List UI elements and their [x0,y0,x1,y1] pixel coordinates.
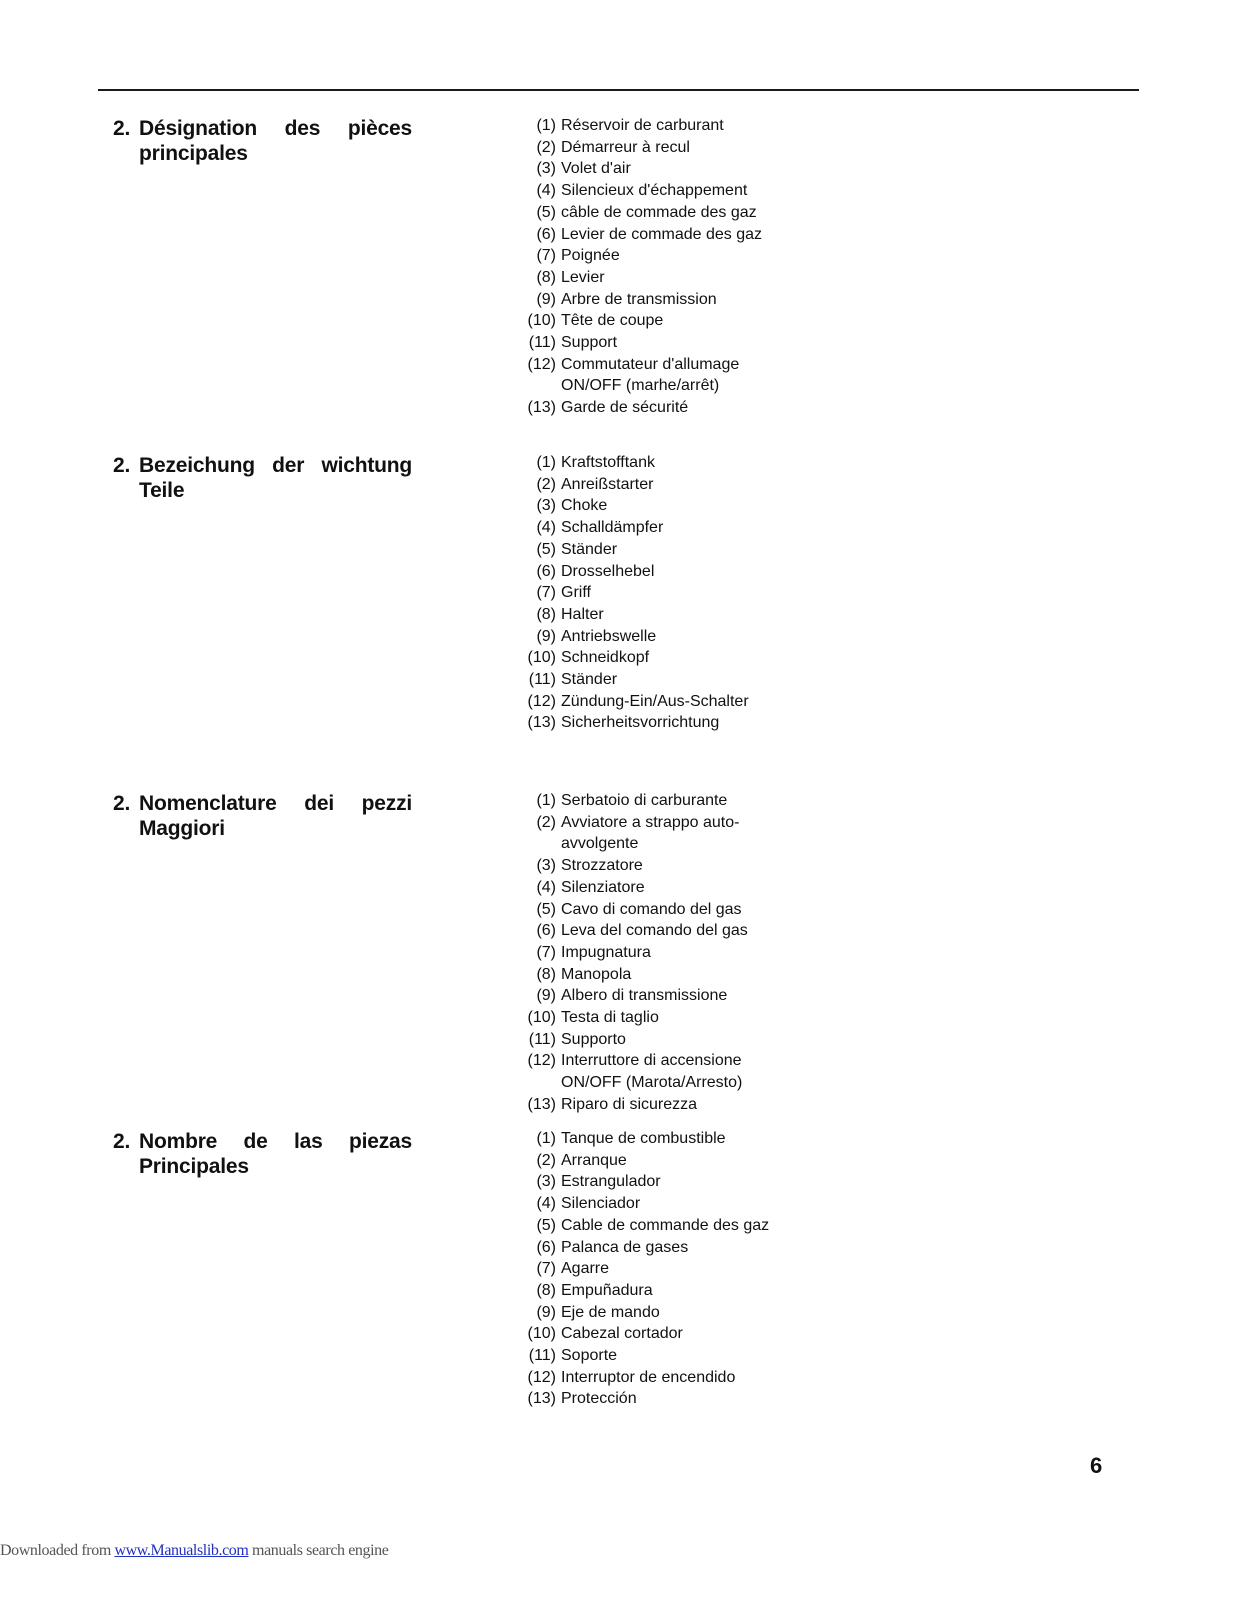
item-index: (5) [536,1216,556,1234]
parts-list [512,790,748,1116]
item-index: (12) [527,355,556,373]
item-text: Drosselhebel [561,562,655,580]
item-index: (4) [536,519,556,537]
item-index: (8) [536,965,556,983]
item-index: (13) [527,1390,556,1408]
list-item [512,647,749,669]
heading-line2: principales [139,142,248,165]
heading-word: Nombre [139,1130,218,1153]
page-number: 6 [1090,1453,1103,1478]
list-item [512,289,762,311]
heading-word: las [294,1130,323,1153]
item-text: Griff [561,584,591,602]
list-item [512,1050,748,1093]
item-text: Empuñadura [561,1281,653,1299]
heading-number: 2. [113,454,131,477]
item-index: (1) [536,454,556,471]
item-text: Démarreur à recul [561,138,690,156]
list-item [512,1029,748,1051]
list-item [512,1388,769,1410]
item-text: Estrangulador [561,1173,661,1191]
item-index: (1) [536,792,556,809]
item-index: (8) [536,1281,556,1299]
list-item [512,712,749,734]
list-item [512,1367,769,1389]
item-text: Anreißstarter [561,475,654,493]
list-item [512,452,749,474]
item-index: (6) [536,225,556,243]
item-index: (9) [536,627,556,645]
item-text: Avviatore a strappo auto- [561,813,740,831]
list-item [512,877,748,899]
item-index: (1) [536,117,556,134]
item-text: Ständer [561,540,618,558]
list-item [512,604,749,626]
list-item [512,332,762,354]
heading-word: wichtung [321,454,413,477]
item-index: (12) [527,1368,556,1386]
list-item [512,517,749,539]
item-text: Riparo di sicurezza [561,1095,698,1113]
item-text: Sicherheitsvorrichtung [561,714,720,732]
item-text: Silencieux d'échappement [561,182,748,200]
list-item [512,985,748,1007]
item-text: Poignée [561,247,620,265]
list-item [512,561,749,583]
list-item [512,812,748,855]
list-item [512,539,749,561]
list-item [512,582,749,604]
item-text: Arbre de transmission [561,290,717,308]
heading-line2: Maggiori [139,817,225,840]
item-text: Schalldämpfer [561,519,664,537]
item-index: (8) [536,268,556,286]
item-continuation: ON/OFF (Marota/Arresto) [561,1074,743,1092]
item-text: Volet d'air [561,160,631,178]
item-index: (1) [536,1130,556,1147]
item-index: (7) [536,1260,556,1278]
heading-word: pezzi [361,792,413,815]
item-index: (6) [536,1238,556,1256]
item-index: (11) [528,334,556,352]
item-text: Impugnatura [561,943,651,961]
heading-word: Nomenclature [139,792,277,815]
heading-line1 [139,116,412,141]
heading-line1 [139,791,412,816]
list-item [512,245,762,267]
list-item [512,224,762,246]
item-text: Choke [561,497,608,515]
item-index: (3) [536,160,556,178]
item-index: (10) [527,312,556,330]
item-text: Soporte [561,1347,618,1365]
item-text: Support [561,334,618,352]
list-item [512,180,762,202]
list-item [512,397,762,419]
list-item [512,1302,769,1324]
item-text: Silenciador [561,1195,641,1213]
item-index: (9) [536,1303,556,1321]
item-text: Schneidkopf [561,649,650,667]
heading-number: 2. [113,1130,131,1153]
item-text: Tanque de combustible [561,1130,726,1147]
list-item [512,669,749,691]
item-index: (11) [528,1030,556,1048]
list-item [512,1323,769,1345]
item-index: (4) [536,1195,556,1213]
item-index: (2) [536,138,556,156]
item-index: (9) [536,987,556,1005]
footer-prefix: Downloaded from [0,1542,115,1559]
item-text: Palanca de gases [561,1238,689,1256]
heading-word: dei [304,792,335,815]
item-text: Cabezal cortador [561,1325,683,1343]
heading-number: 2. [113,792,131,815]
list-item [512,202,762,224]
parts-list [512,115,762,419]
item-text: Agarre [561,1260,610,1278]
item-text: Cavo di comando del gas [561,900,742,918]
item-index: (3) [536,857,556,875]
list-item [512,1237,769,1259]
item-index: (5) [536,203,556,221]
item-continuation: avvolgente [561,835,639,853]
item-index: (7) [536,943,556,961]
item-index: (12) [527,1052,556,1070]
item-text: Levier [561,268,605,286]
list-item [512,137,762,159]
item-index: (7) [536,584,556,602]
item-text: Garde de sécurité [561,399,689,417]
item-text: Silenziatore [561,878,645,896]
list-item [512,790,748,812]
list-item [512,115,762,137]
list-item [512,691,749,713]
list-item [512,1193,769,1215]
heading-word: Bezeichung [139,454,255,477]
heading-word: des [284,117,321,140]
item-text: Leva del comando del gas [561,922,748,940]
item-text: Levier de commade des gaz [561,225,762,243]
item-continuation: ON/OFF (marhe/arrêt) [561,377,720,395]
item-text: Ständer [561,671,618,689]
item-index: (3) [536,497,556,515]
item-text: Cable de commande des gaz [561,1216,770,1234]
item-index: (2) [536,813,556,831]
list-item [512,899,748,921]
list-item [512,310,762,332]
heading-line2: Teile [139,479,185,502]
item-index: (2) [536,475,556,493]
item-text: Serbatoio di carburante [561,792,728,809]
parts-list [512,1128,769,1410]
list-item [512,1215,769,1237]
list-item [512,1171,769,1193]
item-index: (4) [536,182,556,200]
list-item [512,964,748,986]
item-index: (7) [536,247,556,265]
heading-word: de [243,1130,268,1153]
list-item [512,1150,769,1172]
item-text: Réservoir de carburant [561,117,724,134]
item-text: Interruttore di accensione [561,1052,742,1070]
item-index: (10) [527,649,556,667]
footer [0,1542,388,1560]
item-text: Strozzatore [561,857,643,875]
item-text: câble de commade des gaz [561,203,757,221]
item-text: Eje de mando [561,1303,660,1321]
heading-line1 [139,453,412,478]
item-index: (10) [527,1009,556,1027]
item-index: (10) [527,1325,556,1343]
item-text: Halter [561,605,604,623]
item-text: Zündung-Ein/Aus-Schalter [561,692,749,710]
list-item [512,495,749,517]
item-index: (5) [536,900,556,918]
item-text: Interruptor de encendido [561,1368,736,1386]
item-index: (11) [528,671,556,689]
item-index: (13) [527,714,556,732]
heading-word: piezas [348,1130,412,1153]
item-index: (5) [536,540,556,558]
list-item [512,354,762,397]
list-item [512,158,762,180]
heading-word: pièces [347,117,413,140]
footer-suffix: manuals search engine [248,1542,389,1559]
heading-line2: Principales [139,1155,249,1178]
item-text: Tête de coupe [561,312,664,330]
list-item [512,1280,769,1302]
top-rule [98,89,1139,91]
item-text: Testa di taglio [561,1009,659,1027]
list-item [512,1094,748,1116]
parts-list [512,452,749,734]
list-item [512,267,762,289]
item-index: (13) [527,1095,556,1113]
item-index: (4) [536,878,556,896]
item-index: (2) [536,1151,556,1169]
list-item [512,1345,769,1367]
heading-number: 2. [113,117,131,140]
item-text: Antriebswelle [561,627,657,645]
list-item [512,942,748,964]
item-text: Supporto [561,1030,626,1048]
footer-link[interactable]: www.Manualslib.com [114,1542,249,1559]
heading-line1 [139,1129,412,1154]
heading-word: Désignation [139,117,257,140]
item-index: (8) [536,605,556,623]
list-item [512,474,749,496]
item-index: (11) [528,1347,556,1365]
item-text: Kraftstofftank [561,454,655,471]
item-text: Arranque [561,1151,627,1169]
list-item [512,1258,769,1280]
item-index: (3) [536,1173,556,1191]
list-item [512,626,749,648]
list-item [512,1007,748,1029]
item-index: (6) [536,562,556,580]
item-index: (13) [527,399,556,417]
item-text: Commutateur d'allumage [561,355,740,373]
list-item [512,920,748,942]
item-index: (12) [527,692,556,710]
list-item [512,1128,769,1150]
item-index: (9) [536,290,556,308]
item-text: Albero di transmissione [561,987,728,1005]
item-text: Manopola [561,965,632,983]
heading-word: der [272,454,305,477]
item-index: (6) [536,922,556,940]
list-item [512,855,748,877]
item-text: Protección [561,1390,637,1408]
